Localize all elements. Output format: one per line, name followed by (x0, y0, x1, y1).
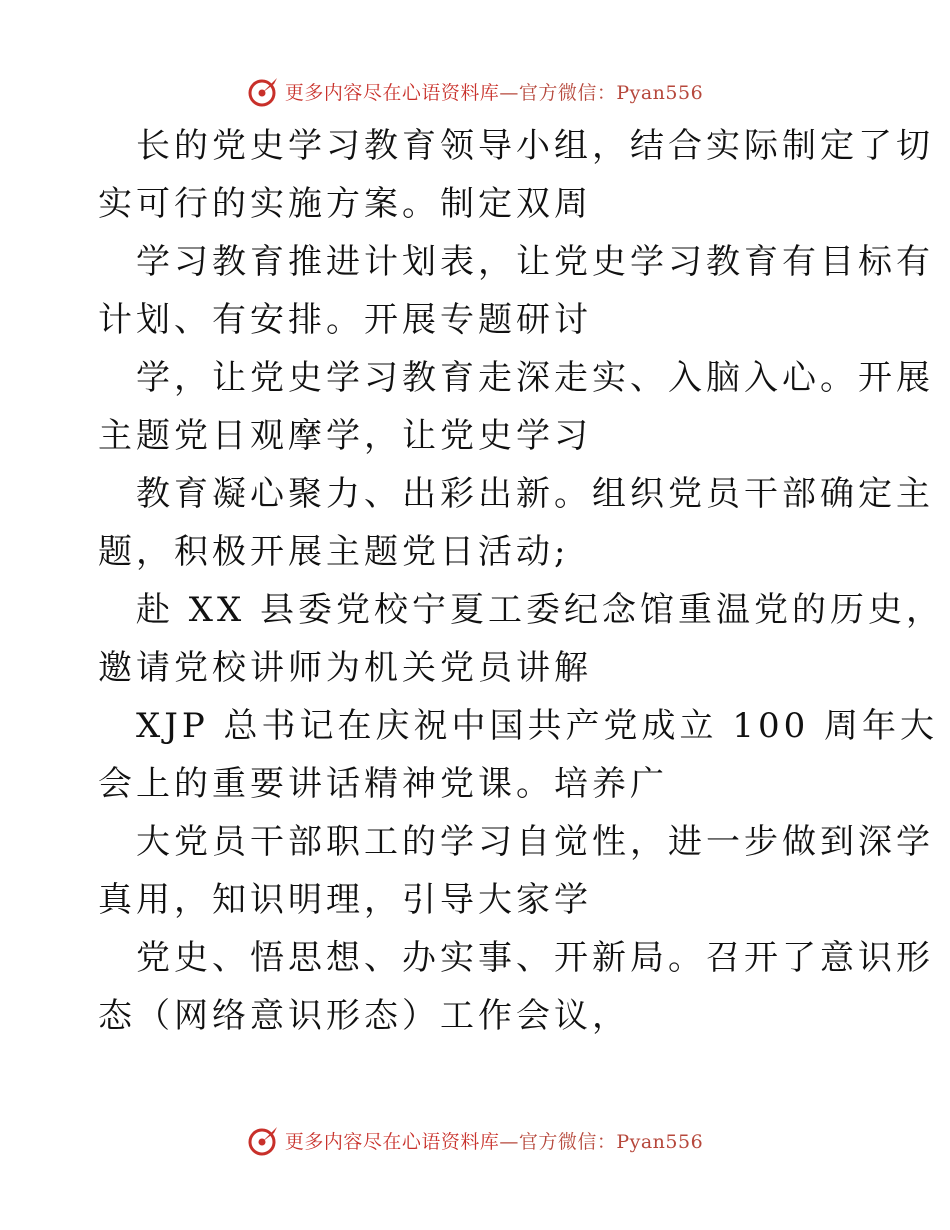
text-line: 邀请党校讲师为机关党员讲解 (98, 648, 592, 688)
text-line: 党史、悟思想、办实事、开新局。召开了意识形 (136, 938, 934, 978)
document-body (98, 117, 945, 1045)
text-line: 学，让党史学习教育走深走实、入脑入心。开展 (136, 358, 934, 398)
text-line: 计划、有安排。开展专题研讨 (98, 300, 592, 340)
text-line: 态（网络意识形态）工作会议， (98, 996, 630, 1036)
text-line: 教育凝心聚力、出彩出新。组织党员干部确定主 (136, 474, 934, 514)
footer-brand-text: 更多内容尽在心语资料库 (284, 1130, 500, 1153)
text-line: 实可行的实施方案。制定双周 (98, 184, 592, 224)
text-line: 大党员干部职工的学习自觉性，进一步做到深学 (136, 822, 934, 862)
header-banner (0, 71, 950, 111)
quill-logo-icon (247, 74, 281, 108)
text-line: XJP 总书记在庆祝中国共产党成立 100 周年大 (136, 706, 939, 746)
text-line: 长的党史学习教育领导小组，结合实际制定了切 (136, 126, 934, 166)
header-brand-text: 更多内容尽在心语资料库 (284, 81, 500, 104)
text-line: 主题党日观摩学，让党史学习 (98, 416, 592, 456)
text-line: 题，积极开展主题党日活动; (98, 532, 570, 572)
header-wechat-text: —官方微信：Pyan556 (499, 81, 704, 104)
quill-logo-icon (247, 1123, 281, 1157)
text-line: 会上的重要讲话精神党课。培养广 (98, 764, 668, 804)
footer-wechat-text: —官方微信：Pyan556 (499, 1130, 704, 1153)
text-line: 赴 XX 县委党校宁夏工委纪念馆重温党的历史， (136, 590, 945, 630)
text-line: 学习教育推进计划表，让党史学习教育有目标有 (136, 242, 934, 282)
footer-banner (0, 1120, 950, 1160)
text-line: 真用，知识明理，引导大家学 (98, 880, 592, 920)
